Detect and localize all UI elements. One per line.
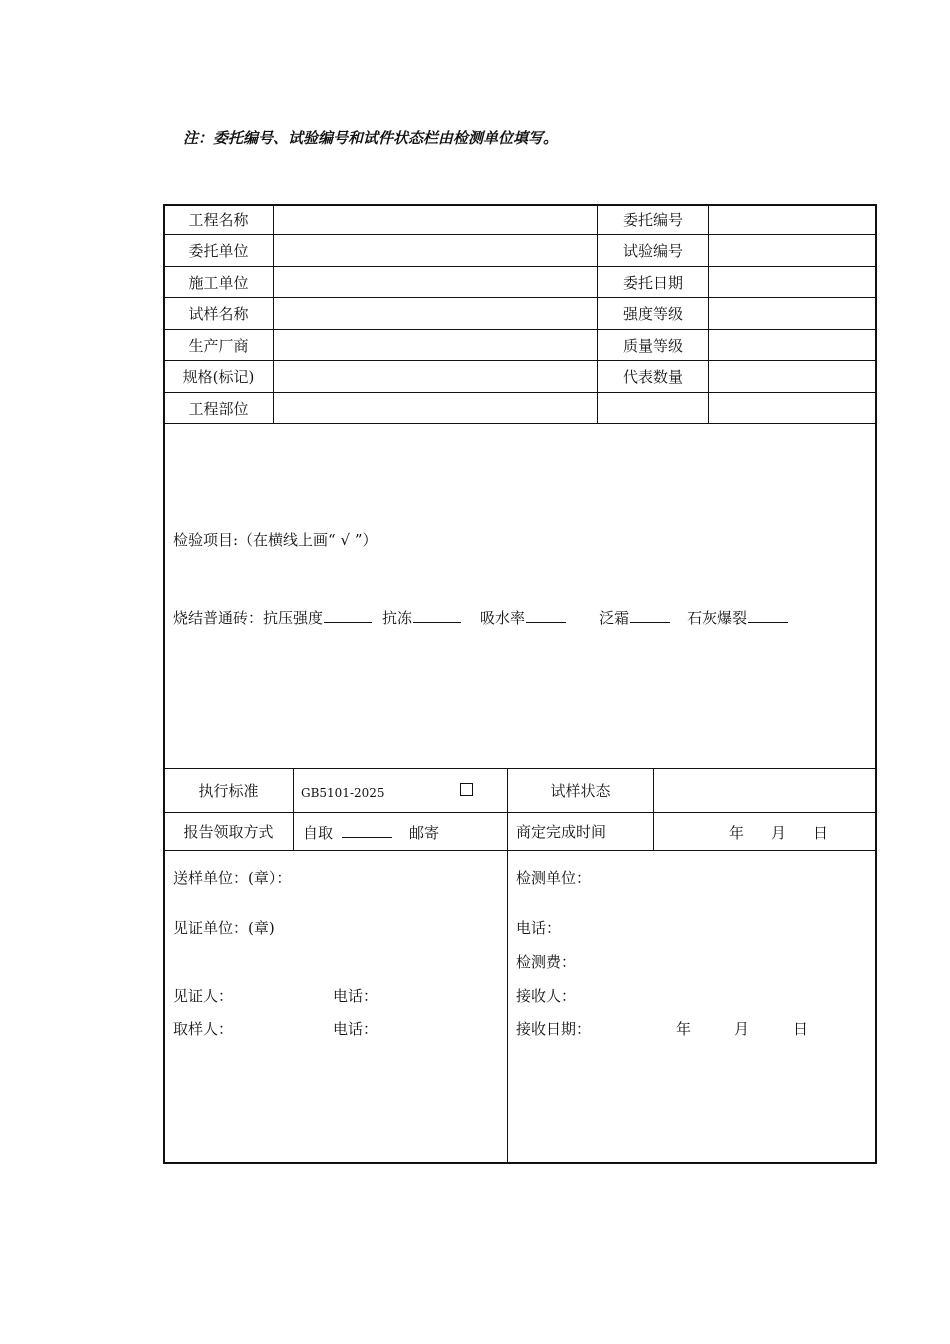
blank-efflorescence[interactable] bbox=[630, 621, 670, 623]
label-strength-grade: 强度等级 bbox=[622, 305, 683, 323]
blank-lime-burst[interactable] bbox=[748, 621, 788, 623]
report-options bbox=[303, 822, 439, 843]
form-note: 注：委托编号、试验编号和试件状态栏由检测单位填写。 bbox=[183, 129, 559, 147]
field-commission-date[interactable] bbox=[709, 267, 876, 297]
blank-frost-resistance[interactable] bbox=[413, 621, 461, 623]
label-empty bbox=[598, 393, 708, 423]
receive-day: 日 bbox=[793, 1020, 809, 1038]
field-sample-state[interactable] bbox=[654, 769, 876, 812]
label-client: 委托单位 bbox=[188, 242, 249, 260]
item-water-absorption: 吸水率 bbox=[480, 609, 526, 627]
option-pickup[interactable]: 自取 bbox=[303, 824, 334, 842]
inspection-items bbox=[173, 607, 789, 628]
label-standard: 执行标准 bbox=[198, 782, 259, 800]
sampler-phone: 电话： bbox=[333, 1020, 379, 1038]
label-commission-no: 委托编号 bbox=[622, 211, 683, 229]
blank-compressive-strength[interactable] bbox=[324, 621, 372, 623]
field-project-name[interactable] bbox=[274, 205, 597, 234]
field-project-location[interactable] bbox=[274, 393, 597, 423]
label-sample-name: 试样名称 bbox=[188, 305, 249, 323]
label-contractor: 施工单位 bbox=[188, 273, 249, 292]
option-mail[interactable]: 邮寄 bbox=[409, 824, 440, 842]
receiver: 接收人： bbox=[516, 987, 577, 1005]
field-representative-qty[interactable] bbox=[709, 361, 876, 392]
item-frost-resistance: 抗冻 bbox=[382, 609, 413, 627]
sampler: 取样人： bbox=[173, 1020, 234, 1038]
field-manufacturer[interactable] bbox=[274, 330, 597, 360]
blank-water-absorption[interactable] bbox=[526, 621, 566, 623]
testing-phone: 电话： bbox=[516, 919, 562, 937]
testing-unit: 检测单位： bbox=[516, 869, 592, 887]
label-report-method: 报告领取方式 bbox=[183, 823, 274, 841]
label-test-no: 试验编号 bbox=[622, 242, 683, 260]
witness-unit: 见证单位：(章) bbox=[173, 919, 275, 937]
label-completion-time: 商定完成时间 bbox=[516, 823, 607, 841]
witness-phone: 电话： bbox=[333, 987, 379, 1005]
label-project-name: 工程名称 bbox=[188, 211, 249, 229]
label-commission-date: 委托日期 bbox=[622, 273, 683, 292]
label-project-location: 工程部位 bbox=[188, 399, 249, 418]
field-specification[interactable] bbox=[274, 361, 597, 392]
completion-day: 日 bbox=[813, 824, 829, 842]
field-test-no[interactable] bbox=[709, 235, 876, 266]
receive-year: 年 bbox=[676, 1020, 692, 1038]
sender-unit: 送样单位：(章）： bbox=[173, 869, 292, 887]
witness-person: 见证人： bbox=[173, 987, 234, 1005]
completion-month: 月 bbox=[771, 824, 787, 842]
item-compressive-strength: 抗压强度 bbox=[263, 609, 324, 627]
label-representative-qty: 代表数量 bbox=[622, 368, 683, 386]
field-quality-grade[interactable] bbox=[709, 330, 876, 360]
field-client[interactable] bbox=[274, 235, 597, 266]
receive-month: 月 bbox=[734, 1020, 750, 1038]
brick-category: 烧结普通砖： bbox=[173, 609, 264, 627]
label-quality-grade: 质量等级 bbox=[622, 336, 683, 355]
label-sample-state: 试样状态 bbox=[550, 782, 611, 800]
field-sample-name[interactable] bbox=[274, 298, 597, 329]
blank-pickup[interactable] bbox=[342, 836, 392, 838]
field-strength-grade[interactable] bbox=[709, 298, 876, 329]
standard-value: GB5101-2025 bbox=[301, 786, 385, 800]
receive-date: 接收日期： bbox=[516, 1020, 592, 1038]
inspection-title: 检验项目:（在横线上画“ √ ”） bbox=[173, 531, 378, 549]
label-manufacturer: 生产厂商 bbox=[188, 336, 249, 355]
row-divider bbox=[164, 850, 876, 851]
item-lime-burst: 石灰爆裂 bbox=[687, 609, 748, 627]
standard-checkbox[interactable] bbox=[460, 783, 473, 796]
row-divider bbox=[164, 423, 876, 424]
testing-fee: 检测费： bbox=[516, 953, 577, 971]
label-specification: 规格(标记) bbox=[182, 368, 255, 386]
item-efflorescence: 泛霜 bbox=[599, 609, 630, 627]
col-divider bbox=[293, 812, 294, 850]
field-commission-no[interactable] bbox=[709, 205, 876, 234]
completion-year: 年 bbox=[729, 824, 745, 842]
field-contractor[interactable] bbox=[274, 267, 597, 297]
col-divider bbox=[293, 768, 294, 812]
